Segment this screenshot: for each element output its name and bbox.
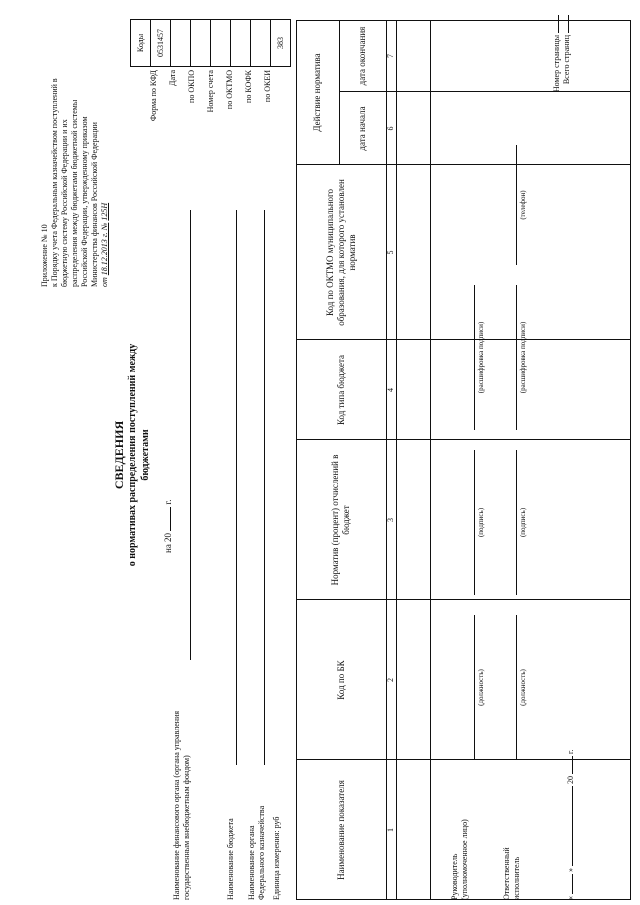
executor-label <box>502 760 522 900</box>
year-suffix: г. <box>163 499 173 505</box>
col-number: 7 <box>386 54 395 58</box>
col-header-norm-percent: Норматив (процент) отчислений в бюджет <box>330 454 351 586</box>
oktmo-cell[interactable] <box>231 20 251 67</box>
account-label: Номер счета <box>206 70 215 113</box>
appendix-block <box>40 0 110 287</box>
phone-hint: (телефон) <box>519 190 527 220</box>
date-close-quote: » <box>566 868 575 872</box>
field-unit-label: Единица измерения: руб <box>272 816 281 900</box>
col-number: 3 <box>386 518 395 522</box>
field-budget-label: Наименование бюджета <box>226 818 235 900</box>
paging-block <box>552 15 572 125</box>
oktmo-label: по ОКТМО <box>225 70 234 110</box>
codes-header: Коды <box>131 20 151 67</box>
date-line <box>566 750 576 900</box>
col-header-start-date: дата начала <box>357 106 367 151</box>
okpo-label: по ОКПО <box>187 70 196 103</box>
page-number-row <box>552 15 562 125</box>
col-header-indicator: Наименование показателя <box>335 780 346 880</box>
form-label: Форма по КФД <box>149 70 158 122</box>
col-header-budget-type: Код типа бюджета <box>335 355 346 425</box>
month-input-line[interactable] <box>572 786 573 866</box>
head-label-line: (уполномоченное лицо) <box>460 819 469 900</box>
date-prefix: от <box>100 277 109 287</box>
form-code: 0531457 <box>151 20 171 67</box>
okpo-cell[interactable] <box>191 20 211 67</box>
date-label: Дата <box>168 70 177 86</box>
appendix-line: бюджетную систему Российской Федерации и их <box>60 119 69 287</box>
decode-hint: (расшифровка подписи) <box>519 321 527 394</box>
col-header-end-date: дата окончания <box>357 26 367 86</box>
date-cell[interactable] <box>171 20 191 67</box>
page-title: СВЕДЕНИЯ <box>112 420 126 490</box>
col-header-oktmo: Код по ОКТМО муниципального образования, для которого установлен норматив <box>324 179 357 326</box>
head-label-line: Руководитель <box>450 853 459 900</box>
field-label-line: государственным внебюджетным фондом) <box>182 755 191 900</box>
page-number-input[interactable] <box>558 15 559 33</box>
decode-hint: (расшифровка подписи) <box>477 321 485 394</box>
head-decode-line[interactable] <box>474 285 475 430</box>
codes-labels <box>130 70 282 170</box>
field-label-line: Наименование органа <box>247 825 256 900</box>
year-line <box>163 500 174 554</box>
head-position-line[interactable] <box>474 615 475 760</box>
year-input-line[interactable] <box>572 756 573 774</box>
date-value: 18.12.2013 г. № <box>100 222 109 276</box>
day-input-line[interactable] <box>572 874 573 894</box>
position-hint: (должность) <box>519 669 527 706</box>
page-subtitle: о нормативах распределения поступлений между бюджетами <box>127 343 151 567</box>
okei-label: по ОКЕИ <box>263 70 272 103</box>
title-block <box>112 325 152 585</box>
codes-table <box>130 19 291 67</box>
col-number: 5 <box>386 250 395 255</box>
col-number: 4 <box>386 388 395 392</box>
signature-block <box>450 140 630 900</box>
appendix-line: Приложение № 10 <box>40 224 49 287</box>
executor-label-line: Ответственный <box>502 847 511 900</box>
treasury-input-line[interactable] <box>264 210 265 765</box>
year-prefix: на 20 <box>163 532 173 553</box>
position-hint: (должность) <box>477 669 485 706</box>
field-fin-org-label <box>172 660 192 900</box>
kofk-label: по КОФК <box>244 70 253 103</box>
date-year-suffix: г. <box>566 749 575 754</box>
fin-org-input-line[interactable] <box>190 210 191 660</box>
appendix-line: Российской Федерации, утвержденному приказом <box>80 116 89 287</box>
signature-hint: (подпись) <box>477 507 485 538</box>
col-number: 6 <box>386 126 395 131</box>
col-number: 1 <box>386 828 395 832</box>
field-label-line: Федерального казначейства <box>257 805 266 900</box>
head-signature-line[interactable] <box>474 450 475 595</box>
total-pages-input[interactable] <box>568 15 569 33</box>
budget-input-line[interactable] <box>236 210 237 765</box>
executor-signature-line[interactable] <box>516 450 517 595</box>
page-number-label: Номер страницы <box>552 35 561 93</box>
account-cell[interactable] <box>211 20 231 67</box>
executor-label-line: исполнитель <box>512 856 521 900</box>
col-number: 2 <box>386 678 395 682</box>
head-label <box>450 760 470 900</box>
date-open-quote: « <box>566 896 575 900</box>
table-row[interactable] <box>397 21 430 899</box>
appendix-line: Министерства финансов Российской Федерации <box>90 122 99 287</box>
kofk-cell[interactable] <box>251 20 271 67</box>
col-header-validity: Действие норматива <box>312 53 322 132</box>
appendix-date <box>100 0 110 287</box>
total-pages-row <box>562 15 572 125</box>
col-header-bk-code: Код по БК <box>335 660 346 700</box>
okei-code: 383 <box>271 20 291 67</box>
number-value: 125Н <box>100 202 109 221</box>
executor-phone-line[interactable] <box>516 145 517 265</box>
field-label-line: Наименование финансового органа (органа управления <box>172 710 181 900</box>
total-pages-label: Всего страниц <box>562 35 571 85</box>
executor-position-line[interactable] <box>516 615 517 760</box>
executor-decode-line[interactable] <box>516 285 517 430</box>
appendix-line: распределения между бюджетами бюджетной системы <box>70 99 79 287</box>
signature-hint: (подпись) <box>519 507 527 538</box>
appendix-line: к Порядку учета Федеральным казначейством поступлений в <box>50 78 59 287</box>
date-year-prefix: 20 <box>566 776 575 784</box>
